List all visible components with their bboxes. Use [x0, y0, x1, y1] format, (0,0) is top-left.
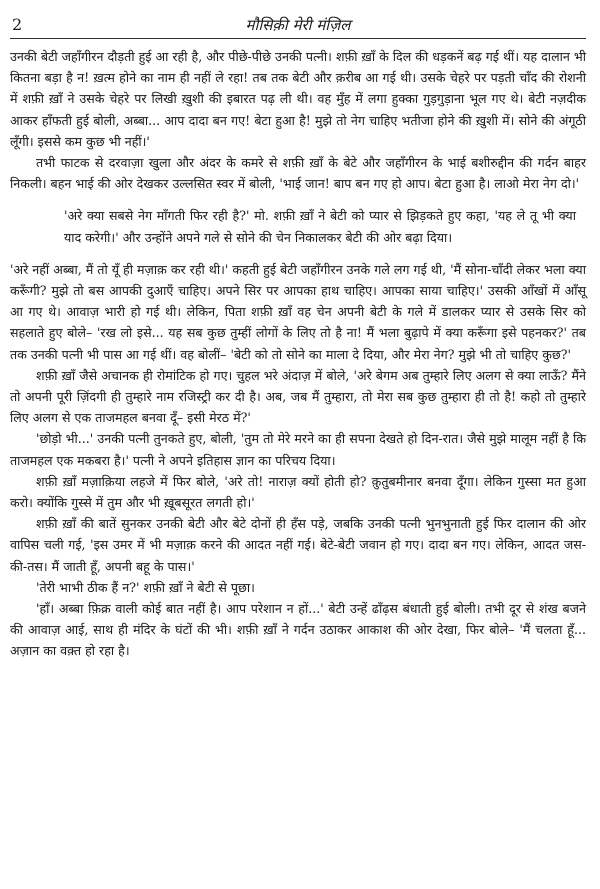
- page-header: [10, 14, 586, 39]
- paragraph: 'छोड़ो भी...' उनकी पत्नी तुनकते हुए, बोली, 'तुम तो मेरे मरने का ही सपना देखते हो दिन-रात। जैसे मुझे मालूम नहीं है कि ताजमहल एक मकबरा है।' पत्नी ने अपने इतिहास ज्ञान का परिचय दिया।: [10, 431, 586, 468]
- paragraph: शफ़ी ख़ाँ मज़ाक़िया लहजे में फिर बोले, 'अरे तो! नाराज़ क्यों होती हो? क़ुतुबमीनार बनवा दूँगा। लेकिन गुस्सा मत हुआ करो। क्योंकि गुस्से में तुम और भी ख़ूबसूरत लगती हो।': [10, 473, 586, 511]
- paragraph: तभी फाटक से दरवाज़ा खुला और अंदर के कमरे से शफ़ी ख़ाँ के बेटे और जहाँगीरन के भाई बशीरुद्दीन की गर्दन बाहर निकली। बहन भाई की ओर देखकर उल्लसित स्वर में बोली, 'भाई जान! बाप बन गए हो आप। बेटा हुआ है। लाओ मेरा नेग दो।': [10, 155, 586, 192]
- page-number: 2: [12, 15, 23, 34]
- paragraph: उनकी बेटी जहाँगीरन दौड़ती हुई आ रही है, और पीछे-पीछे उनकी पत्नी। शफ़ी ख़ाँ के दिल की धड़कनें बढ़ गई थीं। यह दालान भी कितना बड़ा है न! ख़त्म होने का नाम ही नहीं ले रहा! तब तक बेटी और क़रीब आ गई थी। उसके चेहरे पर पड़ती चाँद की रोशनी में शफ़ी ख़ाँ ने उसके चेहरे पर लिखी ख़ुशी की इबारत पढ़ ली थी। वह मुँह में लगा हुक्का गुड़गुड़ाना भूल गए थे। बेटी नज़दीक आकर हाँफती हुई बोली, अब्बा... आप दादा बन गए! बेटा हुआ है! मुझे तो नेग चाहिए भतीजा होने की ख़ुशी में। सोने की अंगूठी लूँगी। इससे कम कुछ भी नहीं।': [10, 49, 586, 149]
- paragraph: 'अरे नहीं अब्बा, मैं तो यूँ ही मज़ाक़ कर रही थी।' कहती हुई बेटी जहाँगीरन उनके गले लग गई थी, 'मैं सोना-चाँदी लेकर भला क्या करूँगी? मुझे तो बस आपकी दुआएँ चाहिए। अपने सिर पर आपका हाथ चाहिए। आपका साया चाहिए।' उसकी आँखों में आँसू आ गए थे। आवाज़ भारी हो गई थी। लेकिन, पिता शफ़ी ख़ाँ वह चेन अपनी बेटी के गले में डालकर प्यार से उसके सिर को सहलाते हुए बोले– 'रख लो इसे... यह सब कुछ तुम्हीं लोगों के लिए तो है ना! मैं भला बुढ़ापे में क्या करूँगा इसे पहनकर?' तब तक उनकी पत्नी भी पास आ गई थीं। वह बोलीं– 'बेटी को तो सोने का माला दे दिया, और मेरा नेग? मुझे भी तो चाहिए कुछ?': [10, 261, 586, 362]
- paragraph: 'तेरी भाभी ठीक हैं न?' शफ़ी ख़ाँ ने बेटी से पूछा।: [36, 579, 255, 595]
- running-title: मौसिक़ी मेरी मंज़िल: [245, 16, 351, 34]
- block-quote-paragraph: 'अरे क्या सबसे नेग माँगती फिर रही है?' मो. शफ़ी ख़ाँ ने बेटी को प्यार से झिड़कते हुए कहा, 'यह ले तू भी क्या याद करेगी।' और उन्होंने अपने गले से सोने की चेन निकालकर बेटी की ओर बढ़ा दिया।: [64, 208, 576, 245]
- paragraph: शफ़ी ख़ाँ की बातें सुनकर उनकी बेटी और बेटे दोनों ही हँस पड़े, जबकि उनकी पत्नी भुनभुनाती हुई फिर दालान की ओर वापिस चली गई, 'इस उमर में भी मज़ाक़ करने की आदत नहीं गई। बेटे-बेटी जवान हो गए। दादा बन गए। लेकिन, आदत जस-की-तस। मैं जाती हूँ, अपनी बहू के पास।': [10, 516, 586, 574]
- block-quote: [10, 205, 586, 247]
- page-body: [10, 46, 586, 662]
- paragraph: शफ़ी ख़ाँ जैसे अचानक ही रोमांटिक हो गए। चुहल भरे अंदाज़ में बोले, 'अरे बेगम अब तुम्हारे लिए अलग से क्या लाऊँ? मैंने तो अपनी पूरी ज़िंदगी ही तुम्हारे नाम रजिस्ट्री कर दी है। अब, जब मैं तुम्हारा, तो मेरा सब कुछ तुम्हारा ही तो है! कहो तो तुम्हारे लिए अलग से एक ताजमहल बनवा दूँ– इसी मेरठ में?': [10, 367, 586, 426]
- paragraph: 'हाँ। अब्बा फ़िक्र वाली कोई बात नहीं है। आप परेशान न हों...' बेटी उन्हें ढाँढ़स बंधाती हुई बोली। तभी दूर से शंख बजने की आवाज़ आई, साथ ही मंदिर के घंटों की भी। शफ़ी ख़ाँ ने गर्दन उठाकर आकाश की ओर देखा, फिर बोले– 'मैं चलता हूँ... अज़ान का वक़्त हो रहा है।: [10, 601, 586, 659]
